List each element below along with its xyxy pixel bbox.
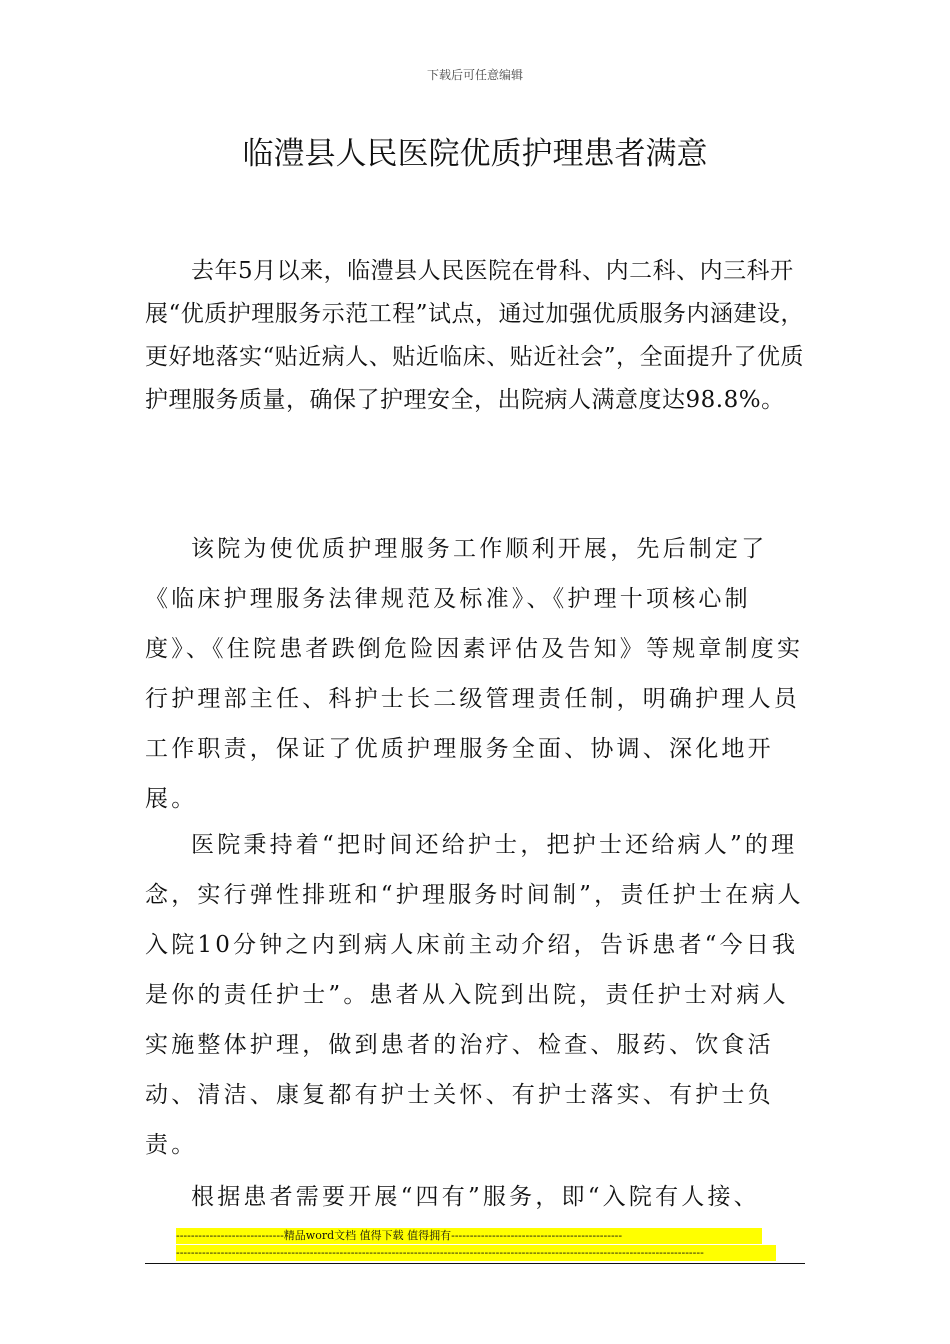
paragraph-1: 去年5月以来，临澧县人民医院在骨科、内二科、内三科开展“优质护理服务示范工程”试点，通过加强优质服务内涵建设，更好地落实“贴近病人、贴近临床、贴近社会”，全面提升了优质护理服务质量，确保了护理安全，出院病人满意度达98.8%。 [145,258,805,413]
paragraph-4: 根据患者需要开展“四有”服务，即“入院有人接、 [191,1184,760,1210]
paragraph-2: 该院为使优质护理服务工作顺利开展，先后制定了《临床护理服务法律规范及标准》、《护理十项核心制度》、《住院患者跌倒危险因素评估及告知》等规章制度实行护理部主任、科护士长二级管理责任制，明确护理人员工作职责，保证了优质护理服务全面、协调、深化地开展。 [145,536,804,812]
footer-banner-line-2: ---------------------------------------------------------------------------------------------------------------------------------------------- [176,1245,776,1261]
footer-banner-line-1: -----------------------------精品word文档 值得下载 值得拥有---------------------------------------------- [176,1228,762,1244]
header-note: 下载后可任意编辑 [426,68,523,82]
document-title: 临澧县人民医院优质护理患者满意 [242,136,708,172]
footer-rule [145,1263,805,1264]
paragraph-3: 医院秉持着“把时间还给护士，把护士还给病人”的理念，实行弹性排班和“护理服务时间制”，责任护士在病人入院10分钟之内到病人床前主动介绍，告诉患者“今日我是你的责任护士”。患者从入院到出院，责任护士对病人实施整体护理，做到患者的治疗、检查、服药、饮食活动、清洁、康复都有护士关怀、有护士落实、有护士负责。 [145,832,804,1158]
